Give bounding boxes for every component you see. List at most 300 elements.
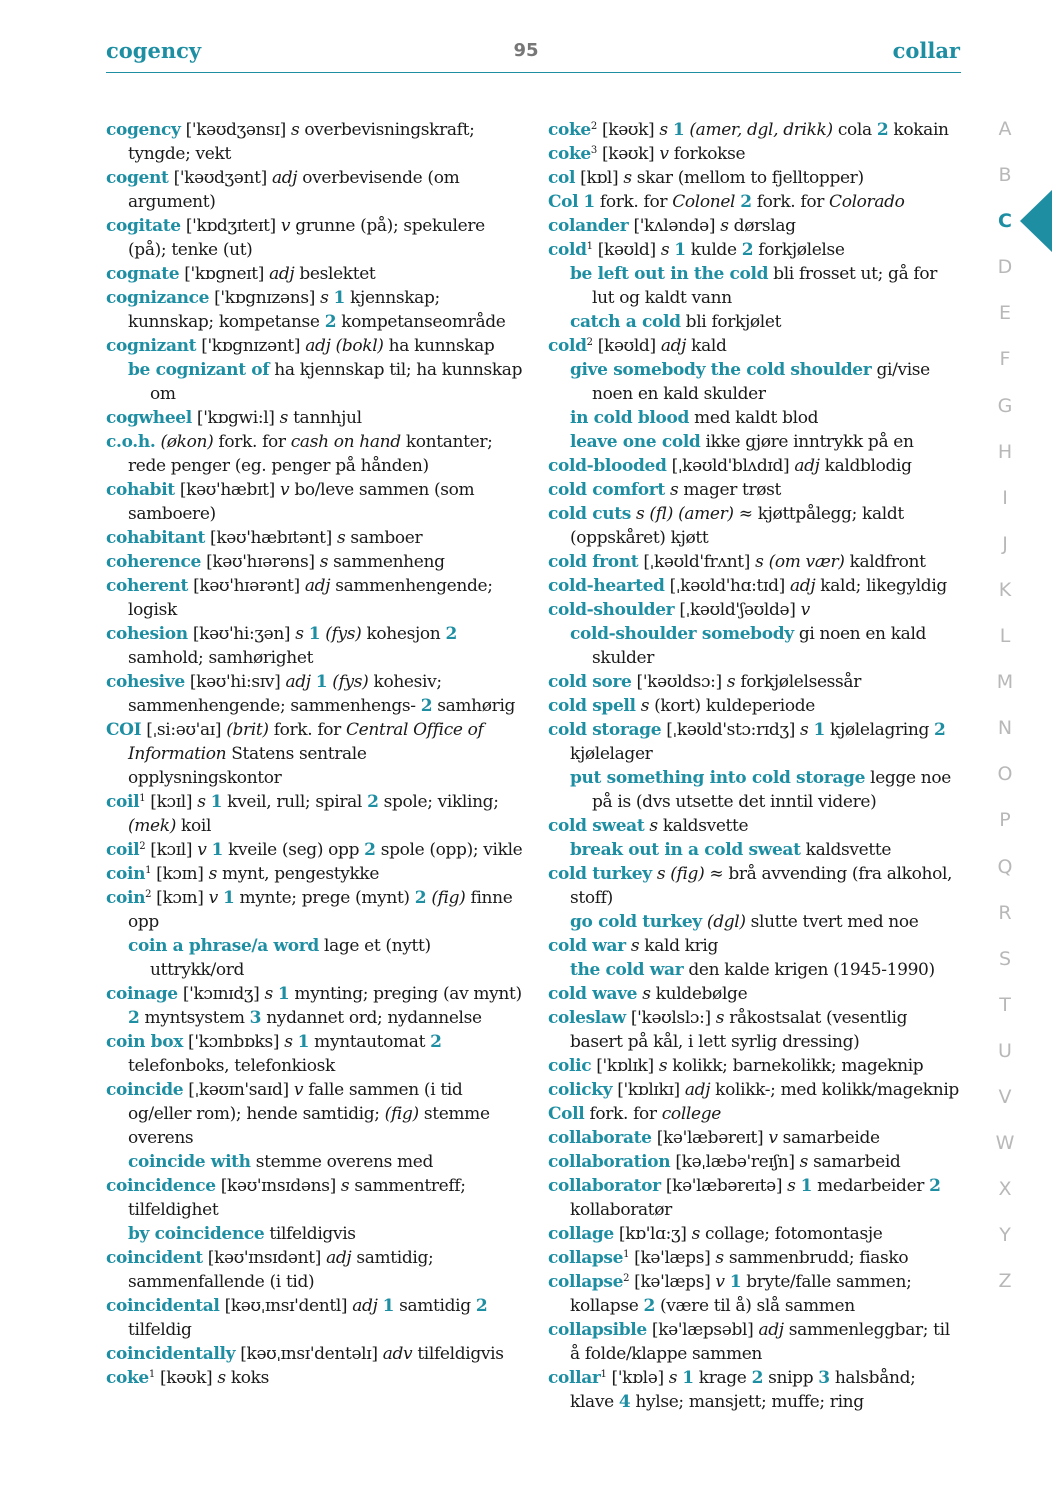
index-letter-e[interactable]: E	[998, 302, 1011, 325]
headword: cognizance	[106, 288, 210, 308]
headword: coincident	[106, 1248, 203, 1268]
definition-text: fork. for	[213, 432, 291, 452]
definition-text: skar (mellom to fjelltopper)	[631, 168, 864, 188]
index-letter-w[interactable]: W	[995, 1132, 1015, 1155]
grammar-label: s	[623, 168, 632, 188]
definition-text: kohesjon	[361, 624, 446, 644]
sense-number: 2	[128, 1008, 140, 1028]
sense-number: 1	[583, 192, 595, 212]
grammar-label: s	[668, 1368, 678, 1388]
definition-text: [ˌkəʊld'blʌdɪd]	[666, 456, 795, 476]
sense-number: 1	[211, 840, 224, 860]
headword: cold sweat	[548, 816, 645, 836]
index-letter-f[interactable]: F	[999, 348, 1011, 371]
index-letter-p[interactable]: P	[999, 809, 1011, 832]
dictionary-entry	[106, 1294, 524, 1342]
definition-text: sammenheng	[328, 552, 445, 572]
phrase: in cold blood	[570, 408, 690, 428]
definition-text: stemme overens med	[250, 1152, 434, 1172]
dictionary-entry	[106, 334, 524, 358]
headword: cohesive	[106, 672, 185, 692]
headword: collaboration	[548, 1152, 671, 1172]
grammar-label: adj	[352, 1296, 378, 1316]
headword: coherence	[106, 552, 202, 572]
headword: cold turkey	[548, 864, 652, 884]
dictionary-subentry	[548, 910, 964, 934]
grammar-label: s	[658, 1056, 668, 1076]
dictionary-subentry	[548, 430, 964, 454]
grammar-label: s	[290, 120, 300, 140]
definition-text: koks	[225, 1368, 269, 1388]
headword: coil	[106, 840, 140, 860]
definition-text: ≈ kjøttpålegg; kaldt (oppskåret) kjøtt	[570, 504, 904, 548]
definition-text: spole; vikling;	[378, 792, 499, 812]
headword: cold wave	[548, 984, 638, 1004]
dictionary-entry	[548, 862, 964, 910]
definition-text: [kəʊk]	[596, 144, 660, 164]
definition-text: ['kəʊdʒənsɪ]	[180, 120, 291, 140]
homograph-number: 2	[139, 841, 146, 852]
homograph-number: 3	[590, 145, 597, 156]
dictionary-entry	[548, 550, 964, 574]
grammar-label: s	[669, 480, 679, 500]
phrase: go cold turkey	[570, 912, 702, 932]
grammar-label: (fig)	[384, 1104, 419, 1124]
dictionary-entry	[548, 1366, 964, 1414]
homograph-number: 1	[145, 865, 152, 876]
phrase: by coincidence	[128, 1224, 265, 1244]
definition-text: sammenleggbar; til å folde/klappe sammen	[570, 1320, 950, 1364]
grammar-label: (dgl)	[706, 912, 746, 932]
sense-number: 2	[929, 1176, 941, 1196]
index-letter-o[interactable]: O	[997, 763, 1013, 786]
phrase: coincide with	[128, 1152, 251, 1172]
definition-text: fork. for	[268, 720, 347, 740]
definition-text: spole (opp); vikle	[375, 840, 523, 860]
definition-text: myntsystem	[139, 1008, 250, 1028]
definition-text: tilfeldigvis	[412, 1344, 504, 1364]
index-letter-h[interactable]: H	[997, 440, 1013, 463]
sense-number: 1	[277, 984, 290, 1004]
grammar-label: Colonel	[672, 192, 736, 212]
dictionary-entry	[548, 454, 964, 478]
definition-text: [kəʊ'hɪərənt]	[188, 576, 305, 596]
definition-text: [kɔɪl]	[145, 792, 198, 812]
phrase: give somebody the cold shoulder	[570, 360, 872, 380]
definition-text: cola	[832, 120, 877, 140]
grammar-label: s	[217, 1368, 226, 1388]
sense-number: 1	[222, 888, 235, 908]
grammar-label: s	[660, 240, 670, 260]
grammar-label: (amer, dgl, drikk)	[689, 120, 833, 140]
headword: coke	[548, 144, 591, 164]
homograph-number: 1	[586, 241, 593, 252]
grammar-label: adj	[271, 168, 298, 188]
headword: coin	[106, 864, 146, 884]
grammar-label: s	[295, 624, 304, 644]
sense-number: 2	[367, 792, 379, 812]
definition-text: [kəʊ'hæbɪtənt]	[205, 528, 337, 548]
dictionary-subentry	[548, 310, 964, 334]
dictionary-entry	[106, 574, 524, 622]
definition-text: [kəˌlæbə'reɪʃn]	[670, 1152, 800, 1172]
grammar-label: s	[319, 552, 329, 572]
definition-text: kveile (seg) opp	[223, 840, 365, 860]
sense-number: 1	[315, 672, 328, 692]
dictionary-entry	[548, 478, 964, 502]
index-letter-x[interactable]: X	[998, 1178, 1012, 1201]
definition-text: koil	[176, 816, 212, 836]
index-letter-z[interactable]: Z	[998, 1270, 1012, 1293]
sense-number: 3	[818, 1368, 830, 1388]
dictionary-entry	[548, 1222, 964, 1246]
grammar-label: s	[284, 1032, 293, 1052]
index-letter-u[interactable]: U	[998, 1039, 1012, 1062]
definition-text: [kɔɪn]	[151, 888, 209, 908]
dictionary-entry	[548, 166, 964, 190]
sense-number: 1	[297, 1032, 310, 1052]
headword: coin box	[106, 1032, 183, 1052]
definition-text: collage; fotomontasje	[699, 1224, 883, 1244]
headword: Col	[548, 192, 579, 212]
definition-text: [ˌkəʊld'stɔ:rɪdʒ]	[661, 720, 801, 740]
grammar-label: (fys)	[325, 624, 362, 644]
definition-text: dørslag	[728, 216, 796, 236]
definition-text: halsbånd; klave	[570, 1368, 916, 1412]
grammar-label: (fys)	[332, 672, 369, 692]
dictionary-entry	[548, 190, 964, 214]
definition-text: samarbeid	[808, 1152, 901, 1172]
dictionary-entry	[106, 214, 524, 262]
index-letter-m[interactable]: M	[996, 671, 1014, 694]
index-letter-q[interactable]: Q	[997, 855, 1013, 878]
headword: colic	[548, 1056, 592, 1076]
dictionary-entry	[106, 670, 524, 718]
dictionary-subentry	[106, 1150, 524, 1174]
dictionary-entry	[548, 982, 964, 1006]
definition-text: [kəʊld]	[592, 240, 661, 260]
definition-text: [ˌkəʊld'hɑ:tɪd]	[664, 576, 790, 596]
phrase: catch a cold	[570, 312, 681, 332]
definition-text: kolikk; barnekolikk; mageknip	[667, 1056, 924, 1076]
dictionary-entry	[106, 406, 524, 430]
dictionary-entry	[106, 550, 524, 574]
definition-text: med kaldt blod	[689, 408, 819, 428]
dictionary-entry	[106, 1342, 524, 1366]
headword: cold	[548, 336, 587, 356]
definition-text: Statens sentrale opplysningskontor	[128, 744, 367, 788]
grammar-label: adj (bokl)	[305, 336, 384, 356]
right-column	[548, 118, 964, 1414]
grammar-label: Colorado	[829, 192, 905, 212]
headword: collage	[548, 1224, 614, 1244]
grammar-label: s	[720, 216, 729, 236]
definition-text: ['kəʊlslɔ:]	[625, 1008, 716, 1028]
dictionary-entry	[106, 166, 524, 214]
index-letter-k[interactable]: K	[998, 578, 1012, 601]
definition-text: [kəʊ'ɪnsɪdənt]	[202, 1248, 327, 1268]
dictionary-entry	[106, 286, 524, 334]
definition-text: ['kəʊldsɔ:]	[631, 672, 727, 692]
dictionary-entry	[548, 118, 964, 142]
headword: collapse	[548, 1272, 624, 1292]
definition-text: den kalde krigen (1945-1990)	[683, 960, 935, 980]
grammar-label: (mek)	[128, 816, 176, 836]
definition-text: bli forkjølet	[680, 312, 782, 332]
definition-text: kontanter; rede penger (eg. penger på hånden)	[128, 432, 493, 476]
definition-text: kuldebølge	[650, 984, 748, 1004]
dictionary-subentry	[548, 622, 964, 670]
definition-text: samhold; samhørighet	[128, 648, 314, 668]
grammar-label: s	[336, 528, 346, 548]
grammar-label: (brit)	[226, 720, 269, 740]
index-letter-l[interactable]: L	[999, 625, 1011, 648]
headword: Coll	[548, 1104, 585, 1124]
definition-text: kjølelager	[570, 744, 653, 764]
grammar-label: cash on hand	[290, 432, 401, 452]
definition-text: beslektet	[294, 264, 376, 284]
dictionary-subentry	[548, 766, 964, 814]
dictionary-entry	[548, 238, 964, 262]
sense-number: 2	[364, 840, 376, 860]
grammar-label: Central Office of Information	[128, 720, 484, 764]
dictionary-entry	[548, 574, 964, 598]
dictionary-entry	[548, 214, 964, 238]
definition-text: [ˌsi:əʊ'aɪ]	[141, 720, 227, 740]
definition-text: samtidig; sammenfallende (i tid)	[128, 1248, 434, 1292]
dictionary-entry	[106, 1030, 524, 1078]
definition-text: fork. for	[751, 192, 830, 212]
headword: cohabitant	[106, 528, 205, 548]
definition-text: forkokse	[668, 144, 746, 164]
grammar-label: adj	[660, 336, 687, 356]
definition-text: lage et (nytt) uttrykk/ord	[150, 936, 431, 980]
grammar-label: s	[799, 1152, 809, 1172]
definition-text: snipp	[763, 1368, 819, 1388]
definition-text: [ˌkəʊɪn'saɪd]	[183, 1080, 294, 1100]
definition-text: [kəʊ'hɪərəns]	[201, 552, 320, 572]
sense-number: 2	[414, 888, 427, 908]
index-letter-a[interactable]: A	[998, 118, 1012, 140]
dictionary-subentry	[106, 1222, 524, 1246]
index-letter-g[interactable]: G	[997, 394, 1013, 417]
dictionary-entry	[106, 886, 524, 934]
homograph-number: 2	[586, 337, 593, 348]
definition-text: bryte/falle sammen; kollapse	[570, 1272, 912, 1316]
grammar-label: adj	[326, 1248, 352, 1268]
header-rule	[106, 72, 961, 73]
definition-text: kollaboratør	[570, 1200, 672, 1220]
sense-number: 2	[445, 624, 457, 644]
index-letter-v[interactable]: V	[998, 1085, 1012, 1108]
grammar-label: s	[279, 408, 289, 428]
sense-number: 1	[308, 624, 321, 644]
index-letter-i[interactable]: I	[1002, 486, 1008, 509]
sense-number: 3	[249, 1008, 262, 1028]
dictionary-subentry	[548, 406, 964, 430]
definition-text: forkjølelse	[753, 240, 845, 260]
definition-text: ≈ brå avvending (fra alkohol, stoff)	[570, 864, 953, 908]
headword: cohesion	[106, 624, 188, 644]
definition-text: kveil, rull; spiral	[222, 792, 368, 812]
headword: coke	[548, 120, 591, 140]
dictionary-entry	[548, 142, 964, 166]
definition-text: ['kɒlɪkɪ]	[612, 1080, 685, 1100]
definition-text: overbevisningskraft; tyngde; vekt	[128, 120, 475, 164]
grammar-label: v	[208, 888, 218, 908]
dictionary-entry	[106, 838, 524, 862]
dictionary-entry	[106, 478, 524, 526]
dictionary-entry	[548, 1054, 964, 1078]
definition-text: samboer	[345, 528, 423, 548]
sense-number: 1	[813, 720, 825, 740]
sense-number: 2	[324, 312, 337, 332]
definition-text: ['kɒlə]	[606, 1368, 669, 1388]
definition-text: [kə'læps]	[629, 1248, 716, 1268]
sense-number: 2	[741, 240, 754, 260]
headword: coincidence	[106, 1176, 216, 1196]
definition-text: fork. for	[584, 1104, 662, 1124]
grammar-label: s	[208, 864, 217, 884]
headword: coincidental	[106, 1296, 220, 1316]
dictionary-entry	[548, 694, 964, 718]
sense-number: 1	[800, 1176, 813, 1196]
alphabet-index	[992, 112, 1018, 1310]
definition-text: sammentreff; tilfeldighet	[128, 1176, 466, 1220]
definition-text: [kəʊˌɪnsɪ'dentl]	[219, 1296, 353, 1316]
dictionary-entry	[106, 1366, 524, 1390]
dictionary-entry	[106, 790, 524, 838]
definition-text: ['kɔɪnɪdʒ]	[177, 984, 265, 1004]
dictionary-entry	[106, 118, 524, 166]
dictionary-entry	[548, 934, 964, 958]
headword: cold spell	[548, 696, 636, 716]
headword: c.o.h.	[106, 432, 156, 452]
definition-text: [kə'læpsəbl]	[646, 1320, 759, 1340]
grammar-label: (fig)	[431, 888, 466, 908]
definition-text: [kɒ'lɑ:ʒ]	[613, 1224, 692, 1244]
left-column	[106, 118, 524, 1390]
sense-number: 2	[430, 1032, 442, 1052]
dictionary-entry	[548, 1150, 964, 1174]
page-number: 95	[513, 40, 539, 61]
definition-text: ['kɒlɪk]	[591, 1056, 659, 1076]
grammar-label: adj	[269, 264, 295, 284]
dictionary-entry	[106, 622, 524, 670]
definition-text: kaldblodig	[819, 456, 912, 476]
index-letter-t[interactable]: T	[999, 993, 1011, 1016]
definition-text: kjennskap; kunnskap; kompetanse	[128, 288, 440, 332]
headword: colander	[548, 216, 629, 236]
definition-text: myntautomat	[309, 1032, 431, 1052]
definition-text: telefonboks, telefonkiosk	[128, 1056, 335, 1076]
headword: cohabit	[106, 480, 175, 500]
index-letter-c[interactable]: C	[998, 210, 1012, 233]
headword: cognizant	[106, 336, 197, 356]
dictionary-entry	[106, 862, 524, 886]
grammar-label: v	[659, 144, 669, 164]
dictionary-subentry	[548, 358, 964, 406]
headword: coinage	[106, 984, 178, 1004]
dictionary-entry	[548, 1126, 964, 1150]
index-letter-d[interactable]: D	[997, 256, 1013, 279]
grammar-label: v	[800, 600, 810, 620]
homograph-number: 1	[623, 1249, 630, 1260]
definition-text: [kɔɪl]	[145, 840, 198, 860]
sense-number: 4	[618, 1392, 631, 1412]
grammar-label: s	[715, 1248, 724, 1268]
headword: cold-hearted	[548, 576, 665, 596]
headword: cogent	[106, 168, 169, 188]
homograph-number: 2	[623, 1273, 630, 1284]
grammar-label: s	[691, 1224, 700, 1244]
definition-text: [kəʊld]	[592, 336, 661, 356]
phrase: be left out in the cold	[570, 264, 769, 284]
sense-number: 1	[729, 1272, 742, 1292]
running-head-first-word: cogency	[106, 38, 202, 63]
definition-text: ['kɒdʒɪteɪt]	[180, 216, 281, 236]
definition-text: ha kjennskap til; ha kunnskap om	[150, 360, 523, 404]
index-letter-s[interactable]: S	[998, 947, 1012, 970]
definition-text: [kəʊk]	[154, 1368, 218, 1388]
definition-text: råkostsalat (vesentlig basert på kål, i lett syrlig dressing)	[570, 1008, 908, 1052]
grammar-label: adj	[794, 456, 820, 476]
definition-text: fork. for	[594, 192, 673, 212]
headword: collaborate	[548, 1128, 652, 1148]
dictionary-entry	[548, 334, 964, 358]
definition-text: forkjølelsessår	[735, 672, 861, 692]
headword: cogitate	[106, 216, 181, 236]
definition-text: sammenhengende; logisk	[128, 576, 493, 620]
dictionary-entry	[548, 670, 964, 694]
definition-text: gi noen en kald skulder	[592, 624, 927, 668]
index-letter-n[interactable]: N	[997, 717, 1013, 740]
grammar-label: v	[715, 1272, 725, 1292]
dictionary-entry	[106, 1174, 524, 1222]
grammar-label: v	[293, 1080, 304, 1100]
definition-text: hylse; mansjett; muffe; ring	[630, 1392, 864, 1412]
definition-text: ['kɔɪnbɒks]	[183, 1032, 285, 1052]
definition-text: [ˌkəʊld'frʌnt]	[638, 552, 756, 572]
homograph-number: 2	[590, 121, 597, 132]
definition-text: ['kɒgwi:l]	[191, 408, 280, 428]
dictionary-subentry	[548, 262, 964, 310]
index-letter-j[interactable]: J	[1002, 532, 1008, 555]
headword: collapsible	[548, 1320, 647, 1340]
definition-text: kjølelagring	[824, 720, 935, 740]
index-letter-y[interactable]: Y	[999, 1224, 1011, 1247]
definition-text: (være til å) slå sammen	[654, 1296, 855, 1316]
grammar-label: s (fl) (amer)	[636, 504, 734, 524]
grammar-label: s	[630, 936, 640, 956]
index-letter-b[interactable]: B	[998, 164, 1012, 187]
definition-text: [kə'læps]	[629, 1272, 716, 1292]
grammar-label: s	[715, 1008, 725, 1028]
definition-text: kaldfront	[844, 552, 926, 572]
grammar-label: s	[197, 792, 206, 812]
grammar-label: adv	[382, 1344, 413, 1364]
headword: cogwheel	[106, 408, 192, 428]
definition-text: kokain	[888, 120, 949, 140]
index-letter-r[interactable]: R	[998, 901, 1012, 924]
headword: cold cuts	[548, 504, 631, 524]
grammar-label: adj	[304, 576, 331, 596]
dictionary-entry	[548, 718, 964, 766]
definition-text: ['kɒgneɪt]	[179, 264, 270, 284]
dictionary-entry	[548, 1246, 964, 1270]
definition-text: [kɔɪn]	[151, 864, 209, 884]
definition-text: overbevisende (om argument)	[128, 168, 460, 212]
